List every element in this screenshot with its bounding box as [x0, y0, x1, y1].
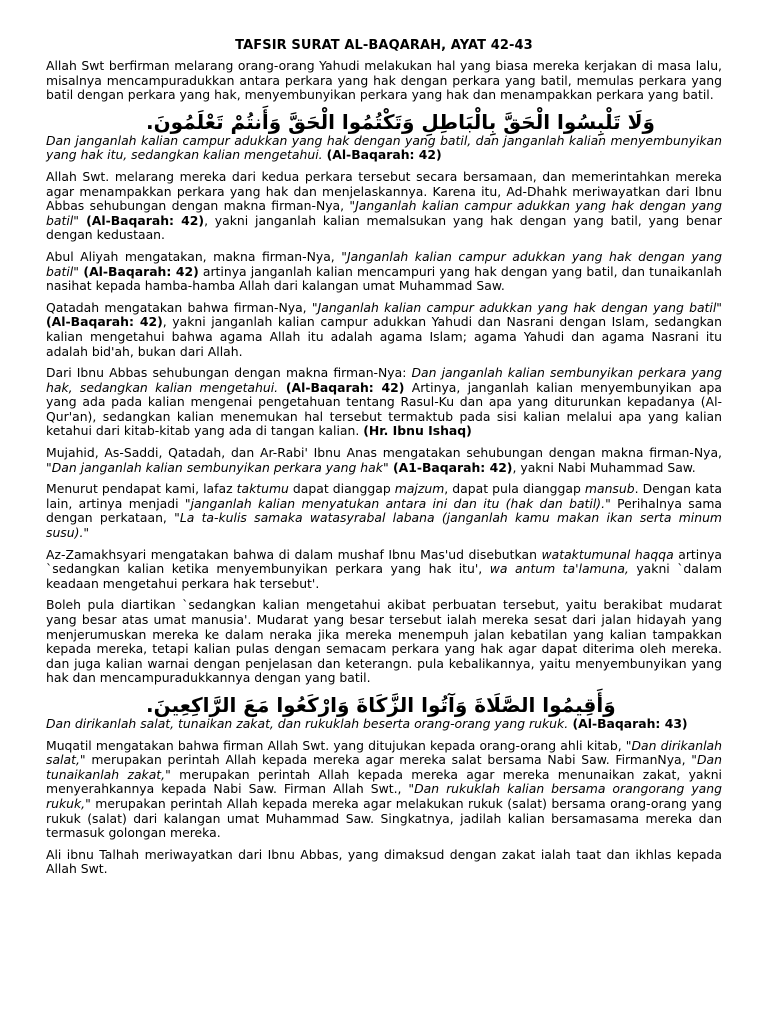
- verse-reference: (Al-Baqarah: 42): [278, 379, 405, 395]
- text-segment: " merupakan perintah Allah kepada mereka agar mereka menunaikan zakat, yakni menyerahkannya kepada Nabi Saw. Firman Allah Swt., ": [46, 766, 722, 797]
- italic-term: taktumu: [236, 481, 289, 497]
- translation-verse-43: [46, 717, 722, 732]
- text-segment: Muqatil mengatakan bahwa firman Allah Swt. yang ditujukan kepada orang-orang ahli kitab, ": [46, 737, 632, 753]
- paragraph-mudarat: Boleh pula diartikan `sedangkan kalian mengetahui akibat perbuatan tersebut, yaitu berakibat mudarat yang besar atas umat manusia'. Mudarat yang besar tersebut ialah mereka sesat dari jalan hidayah yang menjerumuskan mereka ke dalam neraka jika mereka menempuh jalan kebatilan yang kalian tampakkan kepada mereka, tetapi kalian pulas dengan semacam perkara yang hak agar dapat diterima oleh mereka. dan juga kalian warnai dengan penjelasan dan keterangn. pula kebalikannya, yaitu menyembunyikan yang hak dan mencampuradukkannya dengan yang batil.: [46, 597, 722, 686]
- text-segment: ": [73, 212, 79, 228]
- text-segment: " merupakan perintah Allah kepada mereka agar mereka salat bersama Nabi Saw. FirmanNya, ": [79, 752, 697, 768]
- italic-term: Dan dirikanlah salat,: [46, 737, 722, 768]
- paragraph-zamakhsyari: [46, 548, 722, 592]
- verse-reference: (Al-Baqarah: 42): [46, 314, 163, 330]
- text-segment: Allah Swt. melarang mereka dari kedua perkara tersebut secara bersamaan, dan memerintahkan mereka agar menampakkan perkara yang hak dan menjelaskannya. Karena itu, Ad-Dhahk meriwayatkan dari Ibnu Abbas sehubungan dengan makna firman-Nya, ": [46, 168, 722, 214]
- quoted-verse: Janganlah kalian campur adukkan yang hak dengan yang batil: [46, 198, 722, 228]
- text-segment: Dari Ibnu Abbas sehubungan dengan makna firman-Nya:: [46, 365, 412, 381]
- text-segment: Az-Zamakhsyari mengatakan bahwa di dalam mushaf Ibnu Mas'ud disebutkan: [46, 546, 542, 562]
- text-segment: , yakni janganlah kalian memalsukan yang hak dengan yang batil, yang benar dengan kedustaan.: [46, 212, 722, 243]
- text-segment: Qatadah mengatakan bahwa firman-Nya, ": [46, 299, 318, 315]
- document-title: TAFSIR SURAT AL-BAQARAH, AYAT 42-43: [235, 38, 533, 53]
- italic-term: janganlah kalian menyatukan antara ini dan itu (hak dan batil).: [190, 495, 606, 511]
- translation-verse-42: [46, 134, 722, 163]
- paragraph-abul-aliyah: [46, 250, 722, 294]
- intro-paragraph: Allah Swt berfirman melarang orang-orang Yahudi melakukan hal yang biasa mereka kerjakan di masa lalu, misalnya mencampuradukkan antara perkara yang hak dengan perkara yang batil, memulas perkara yang batil dengan perkara yang hak, menyembunyikan perkara yang hak dan menampakkan perkara yang batil.: [46, 58, 722, 103]
- hadith-reference: (Hr. Ibnu Ishaq): [363, 423, 472, 439]
- italic-term: mansub: [584, 481, 635, 497]
- text-segment: , yakni Nabi Muhammad Saw.: [512, 459, 696, 475]
- translation-text: Dan dirikanlah salat, tunaikan zakat, dan rukuklah beserta orang-orang yang rukuk.: [46, 715, 569, 731]
- verse-reference: (Al-Baqarah: 42): [78, 212, 205, 228]
- text-segment: ": [73, 263, 79, 279]
- text-segment: " Perihalnya sama dengan perkataan, ": [46, 495, 722, 526]
- text-segment: ": [83, 525, 90, 541]
- text-segment: Mujahid, As-Saddi, Qatadah, dan Ar-Rabi' Ibnu Anas mengatakan sehubungan dengan makna firman-Nya, ": [46, 445, 722, 475]
- quoted-verse: Janganlah kalian campur adukkan yang hak dengan yang batil: [46, 248, 722, 279]
- italic-term: La ta-kulis samaka watasyrabal labana (janganlah kamu makan ikan serta minum susu).: [46, 510, 722, 541]
- text-segment: Artinya, janganlah kalian menyembunyikan apa yang ada pada kalian mengenai pengetahuan tentang Rasul-Ku dan apa yang diturunkan kepadanya (Al-Qur'an), sedangkan kalian menemukan hal tersebut termaktub pada sisi kalian melalui apa yang kalian ketahui dari kitab-kitab yang ada di tangan kalian.: [46, 379, 722, 439]
- arabic-verse-42: وَلَا تَلْبِسُوا الْحَقَّ بِالْبَاطِلِ وَتَكْتُمُوا الْحَقَّ وَأَنتُمْ تَعْلَمُونَ.: [146, 109, 655, 134]
- paragraph-qatadah: [46, 301, 722, 359]
- text-segment: ": [382, 459, 389, 475]
- italic-term: wa antum ta'lamuna,: [489, 561, 629, 577]
- text-segment: ": [716, 299, 722, 315]
- translation-text: Dan janganlah kalian campur adukkan yang hak dengan yang batil, dan janganlah kalian menyembunyikan yang hak itu, sedangkan kalian mengetahui.: [46, 132, 722, 163]
- quoted-verse: Dan janganlah kalian sembunyikan perkara yang hak, sedangkan kalian mengetahui.: [46, 365, 722, 395]
- arabic-verse-43: وَأَقِيمُوا الصَّلَاةَ وَآتُوا الزَّكَاةَ وَارْكَعُوا مَعَ الرَّاكِعِينَ.: [146, 692, 616, 717]
- text-segment: . Dengan kata lain, artinya menjadi ": [46, 481, 722, 511]
- text-segment: , dapat pula dianggap: [444, 481, 585, 497]
- paragraph-mujahid: [46, 446, 722, 475]
- text-segment: Menurut pendapat kami, lafaz: [46, 481, 237, 497]
- verse-reference: (Al-Baqarah: 42): [78, 263, 199, 279]
- italic-term: Dan rukuklah kalian bersama orangorang yang rukuk,: [46, 781, 722, 811]
- verse-reference: (A1-Baqarah: 42): [388, 459, 513, 475]
- paragraph-ibnu-abbas: [46, 366, 722, 439]
- paragraph-muqatil: [46, 739, 722, 841]
- text-segment: dapat dianggap: [288, 481, 395, 497]
- text-segment: , yakni janganlah kalian campur adukkan Yahudi dan Nasrani dengan Islam, sedangkan kalian mengetahui bahwa agama Allah itu adalah agama Islam; agama Yahudi dan agama Nasrani itu adalah bid'ah, bukan dari Allah.: [46, 314, 722, 359]
- text-segment: yakni `dalam keadaan mengetahui perkara hak tersebut'.: [46, 561, 722, 591]
- italic-term: Dan tunaikanlah zakat,: [46, 752, 722, 782]
- verse-reference: (Al-Baqarah: 42): [326, 147, 442, 163]
- quoted-verse: Dan janganlah kalian sembunyikan perkara yang hak: [51, 459, 383, 475]
- italic-term: wataktumunal haqqa: [541, 546, 674, 562]
- paragraph-dhahk: [46, 170, 722, 243]
- text-segment: artinya `sedangkan kalian ketika menyembunyikan perkara yang hak itu',: [46, 546, 723, 577]
- quoted-verse: Janganlah kalian campur adukkan yang hak dengan yang batil: [317, 299, 717, 315]
- text-segment: artinya janganlah kalian mencampuri yang hak dengan yang batil, dan tunaikanlah nasihat kepada hamba-hamba Allah dari kalangan umat Muhammad Saw.: [46, 263, 722, 294]
- verse-reference: (Al-Baqarah: 43): [568, 715, 688, 731]
- paragraph-lafaz: [46, 482, 722, 540]
- italic-term: majzum: [394, 481, 445, 497]
- text-segment: " merupakan perintah Allah kepada mereka agar melakukan rukuk (salat) bersama orang-orang yang rukuk (salat) dari kalangan umat Muhammad Saw. Singkatnya, jadilah kalian bersamasama mereka dan termasuk golongan mereka.: [46, 795, 722, 841]
- paragraph-ali-ibnu-talhah: Ali ibnu Talhah meriwayatkan dari Ibnu Abbas, yang dimaksud dengan zakat ialah taat dan ikhlas kepada Allah Swt.: [46, 846, 722, 877]
- text-segment: Abul Aliyah mengatakan, makna firman-Nya, ": [46, 248, 347, 264]
